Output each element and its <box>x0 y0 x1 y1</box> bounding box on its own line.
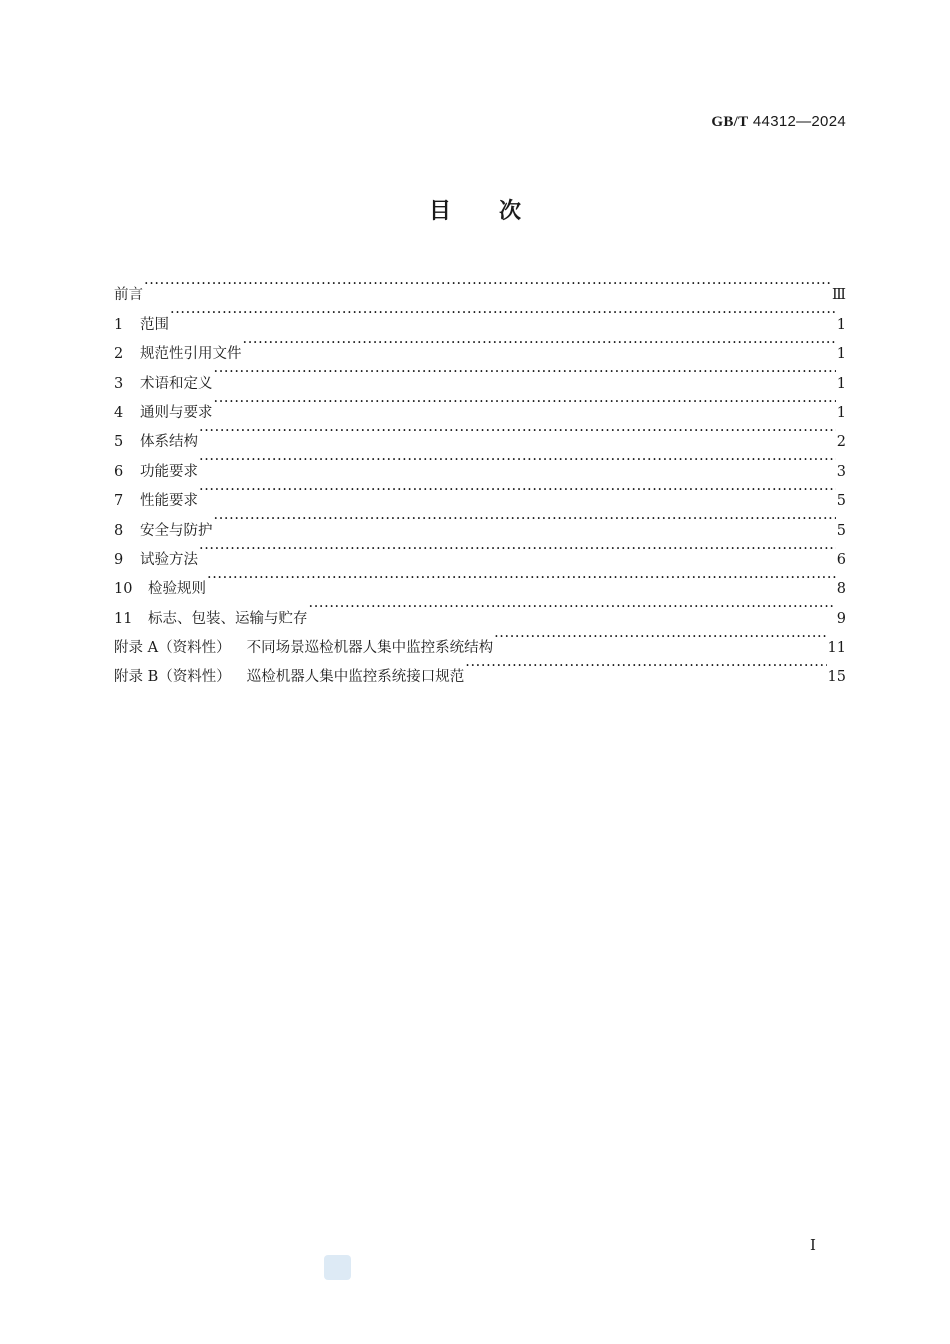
standard-code <box>711 113 846 131</box>
toc-entry-page: 5 <box>836 493 846 510</box>
toc-entry-label <box>114 634 493 663</box>
publisher-logo-icon <box>324 1255 351 1280</box>
toc-entry-5[interactable] <box>114 417 846 451</box>
annex-prefix: 附录 B（资料性） <box>114 669 231 686</box>
toc-entry-page: Ⅲ <box>832 287 846 304</box>
toc-entry-number: 7 <box>114 493 124 510</box>
toc-title-left: 目 <box>428 199 451 224</box>
toc-entry-page: 1 <box>836 404 846 421</box>
standard-prefix: GB/T <box>711 114 749 130</box>
toc-title <box>0 194 950 225</box>
toc-entry-10[interactable] <box>114 564 846 598</box>
dot-leader <box>214 358 836 387</box>
toc-entry-page: 9 <box>836 610 846 627</box>
dot-leader <box>243 329 836 358</box>
annex-title: 不同场景巡检机器人集中监控系统结构 <box>246 640 494 657</box>
toc-title-right: 次 <box>499 199 522 224</box>
toc-entry-6[interactable] <box>114 446 846 480</box>
standard-number: 44312—2024 <box>752 113 846 130</box>
toc-entry-page: 6 <box>836 551 846 568</box>
toc-entry-number: 3 <box>114 375 124 392</box>
toc-entry-label: 通则与要求 <box>140 404 213 421</box>
dot-leader <box>199 535 836 564</box>
toc-entry-label: 术语和定义 <box>140 375 213 392</box>
toc-entry-label: 体系结构 <box>140 434 198 451</box>
dot-leader <box>170 299 836 328</box>
toc-entry-number: 1 <box>114 316 124 333</box>
dot-leader <box>465 652 826 681</box>
toc-entry-page: 1 <box>836 316 846 333</box>
toc-entry-label: 范围 <box>140 316 169 333</box>
dot-leader <box>199 446 836 475</box>
toc-entry-page: 5 <box>836 522 846 539</box>
toc-entry-label <box>114 663 464 692</box>
toc-entry-page: 2 <box>836 434 846 451</box>
toc-entry-11[interactable] <box>114 593 846 627</box>
dot-leader <box>144 270 831 299</box>
dot-leader <box>214 388 836 417</box>
toc-entry-page: 8 <box>836 581 846 598</box>
toc-entry-9[interactable] <box>114 535 846 568</box>
toc-entry-number: 9 <box>114 551 124 568</box>
toc-entry-7[interactable] <box>114 476 846 510</box>
dot-leader <box>214 505 836 534</box>
toc-entry-label: 检验规则 <box>148 581 206 598</box>
toc-entry-label: 试验方法 <box>140 551 198 568</box>
table-of-contents <box>114 270 846 686</box>
toc-entry-page: 15 <box>827 669 846 686</box>
annex-prefix: 附录 A（资料性） <box>114 640 231 657</box>
page-number: I <box>810 1236 816 1254</box>
dot-leader <box>199 476 836 505</box>
toc-entry-page: 1 <box>836 346 846 363</box>
toc-entry-label: 功能要求 <box>140 463 198 480</box>
toc-entry-label: 规范性引用文件 <box>140 346 242 363</box>
toc-entry-page: 11 <box>827 640 846 657</box>
toc-entry-page: 3 <box>836 463 846 480</box>
toc-entry-3[interactable] <box>114 358 846 392</box>
toc-entry-number: 6 <box>114 463 124 480</box>
toc-entry-number: 11 <box>114 610 133 627</box>
dot-leader <box>494 623 826 652</box>
toc-entry-8[interactable] <box>114 505 846 539</box>
toc-entry-label: 标志、包装、运输与贮存 <box>148 610 308 627</box>
toc-entry-page: 1 <box>836 375 846 392</box>
toc-entry-2[interactable] <box>114 329 846 363</box>
toc-entry-number: 10 <box>114 581 133 598</box>
toc-entry-label: 性能要求 <box>140 493 198 510</box>
toc-entry-label: 安全与防护 <box>140 522 213 539</box>
toc-entry-4[interactable] <box>114 388 846 421</box>
toc-entry-number: 8 <box>114 522 124 539</box>
toc-entry-label: 前言 <box>114 287 143 304</box>
dot-leader <box>309 593 836 622</box>
dot-leader <box>207 564 836 593</box>
toc-entry-foreword[interactable] <box>114 270 846 304</box>
toc-entry-number: 4 <box>114 404 124 421</box>
toc-entry-1[interactable] <box>114 299 846 333</box>
toc-entry-number: 2 <box>114 346 124 363</box>
toc-entry-number: 5 <box>114 434 124 451</box>
annex-title: 巡检机器人集中监控系统接口规范 <box>246 669 465 686</box>
dot-leader <box>199 417 836 446</box>
